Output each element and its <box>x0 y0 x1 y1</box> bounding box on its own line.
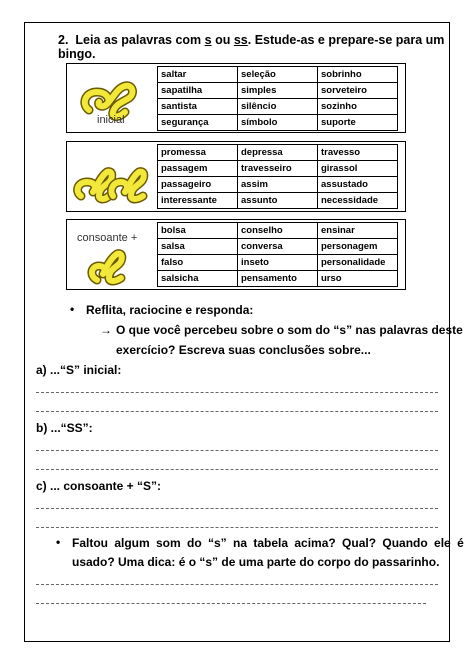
word-cell: depressa <box>238 145 318 161</box>
bird-s-consoante-icon <box>67 220 155 289</box>
table-row <box>158 193 398 209</box>
word-cell: salsicha <box>158 271 238 287</box>
word-cell: assunto <box>238 193 318 209</box>
word-cell: conversa <box>238 239 318 255</box>
word-cell: passageiro <box>158 177 238 193</box>
word-cell: assim <box>238 177 318 193</box>
answer-line[interactable] <box>36 450 438 451</box>
table-row <box>158 115 398 131</box>
bird-consoante-image <box>67 220 155 289</box>
bullet-final: • <box>56 535 61 549</box>
ou-text: ou <box>215 33 231 47</box>
reflect-title: Reflita, raciocine e responda: <box>86 303 254 317</box>
answer-line[interactable] <box>36 469 438 470</box>
word-cell: sozinho <box>318 99 398 115</box>
word-cell: pensamento <box>238 271 318 287</box>
item-a-label: a) ...“S” inicial: <box>36 363 122 377</box>
word-cell: bolsa <box>158 223 238 239</box>
word-cell: girassol <box>318 161 398 177</box>
reflect-line-1: O que você percebeu sobre o som do “s” nas palavras deste <box>116 323 463 337</box>
words-table-consoante <box>157 222 398 287</box>
bullet-reflect: • <box>70 302 75 316</box>
final-line-2: usado? Uma dica: é o “s” de uma parte do corpo do passarinho. <box>72 555 440 569</box>
word-cell: travesso <box>318 145 398 161</box>
word-cell: conselho <box>238 223 318 239</box>
word-cell: necessidade <box>318 193 398 209</box>
words-table-inicial <box>157 66 398 131</box>
reflect-line-2: exercício? Escreva suas conclusões sobre... <box>116 343 371 357</box>
question-number: 2. <box>58 33 69 47</box>
word-cell: símbolo <box>238 115 318 131</box>
label-inicial: inicial <box>97 114 125 126</box>
word-cell: simples <box>238 83 318 99</box>
table-row <box>158 177 398 193</box>
arrow-icon: → <box>100 323 112 337</box>
final-line-1: Faltou algum som do “s” na tabela acima? Qual? Quando ele é <box>72 536 464 550</box>
bird-ss-icon <box>67 142 155 211</box>
table-row <box>158 161 398 177</box>
answer-line[interactable] <box>36 584 438 585</box>
answer-line[interactable] <box>36 508 438 509</box>
word-cell: sobrinho <box>318 67 398 83</box>
word-cell: passagem <box>158 161 238 177</box>
word-cell: salsa <box>158 239 238 255</box>
answer-line[interactable] <box>36 392 438 393</box>
question-title <box>58 33 474 61</box>
ss-underlined: ss <box>233 33 248 47</box>
word-cell: personagem <box>318 239 398 255</box>
words-table-ss <box>157 144 398 209</box>
word-cell: interessante <box>158 193 238 209</box>
word-cell: seleção <box>238 67 318 83</box>
table-row <box>158 99 398 115</box>
word-cell: inseto <box>238 255 318 271</box>
bird-ss-image <box>67 142 155 211</box>
word-cell: santista <box>158 99 238 115</box>
word-cell: sapatilha <box>158 83 238 99</box>
label-consoante: consoante + <box>77 232 138 244</box>
item-b-label: b) ...“SS”: <box>36 421 93 435</box>
item-c-label: c) ... consoante + “S”: <box>36 479 162 493</box>
word-cell: assustado <box>318 177 398 193</box>
word-cell: suporte <box>318 115 398 131</box>
table-row <box>158 239 398 255</box>
word-cell: sorveteiro <box>318 83 398 99</box>
word-cell: ensinar <box>318 223 398 239</box>
table-row <box>158 255 398 271</box>
answer-line[interactable] <box>36 527 438 528</box>
word-cell: segurança <box>158 115 238 131</box>
word-cell: silêncio <box>238 99 318 115</box>
table-row <box>158 223 398 239</box>
group-consoante <box>66 219 406 290</box>
table-row <box>158 271 398 287</box>
group-ss <box>66 141 406 212</box>
question-text-end: . Estude-as e prepare-se para um bingo. <box>58 33 445 61</box>
word-cell: saltar <box>158 67 238 83</box>
word-cell: travesseiro <box>238 161 318 177</box>
word-cell: falso <box>158 255 238 271</box>
table-row <box>158 83 398 99</box>
word-cell: personalidade <box>318 255 398 271</box>
s-underlined: s <box>204 33 212 47</box>
bird-s-image <box>67 64 155 132</box>
table-row <box>158 145 398 161</box>
word-cell: urso <box>318 271 398 287</box>
group-inicial <box>66 63 406 133</box>
question-text: Leia as palavras com <box>75 33 202 47</box>
word-cell: promessa <box>158 145 238 161</box>
answer-line[interactable] <box>36 603 426 604</box>
answer-line[interactable] <box>36 411 438 412</box>
table-row <box>158 67 398 83</box>
